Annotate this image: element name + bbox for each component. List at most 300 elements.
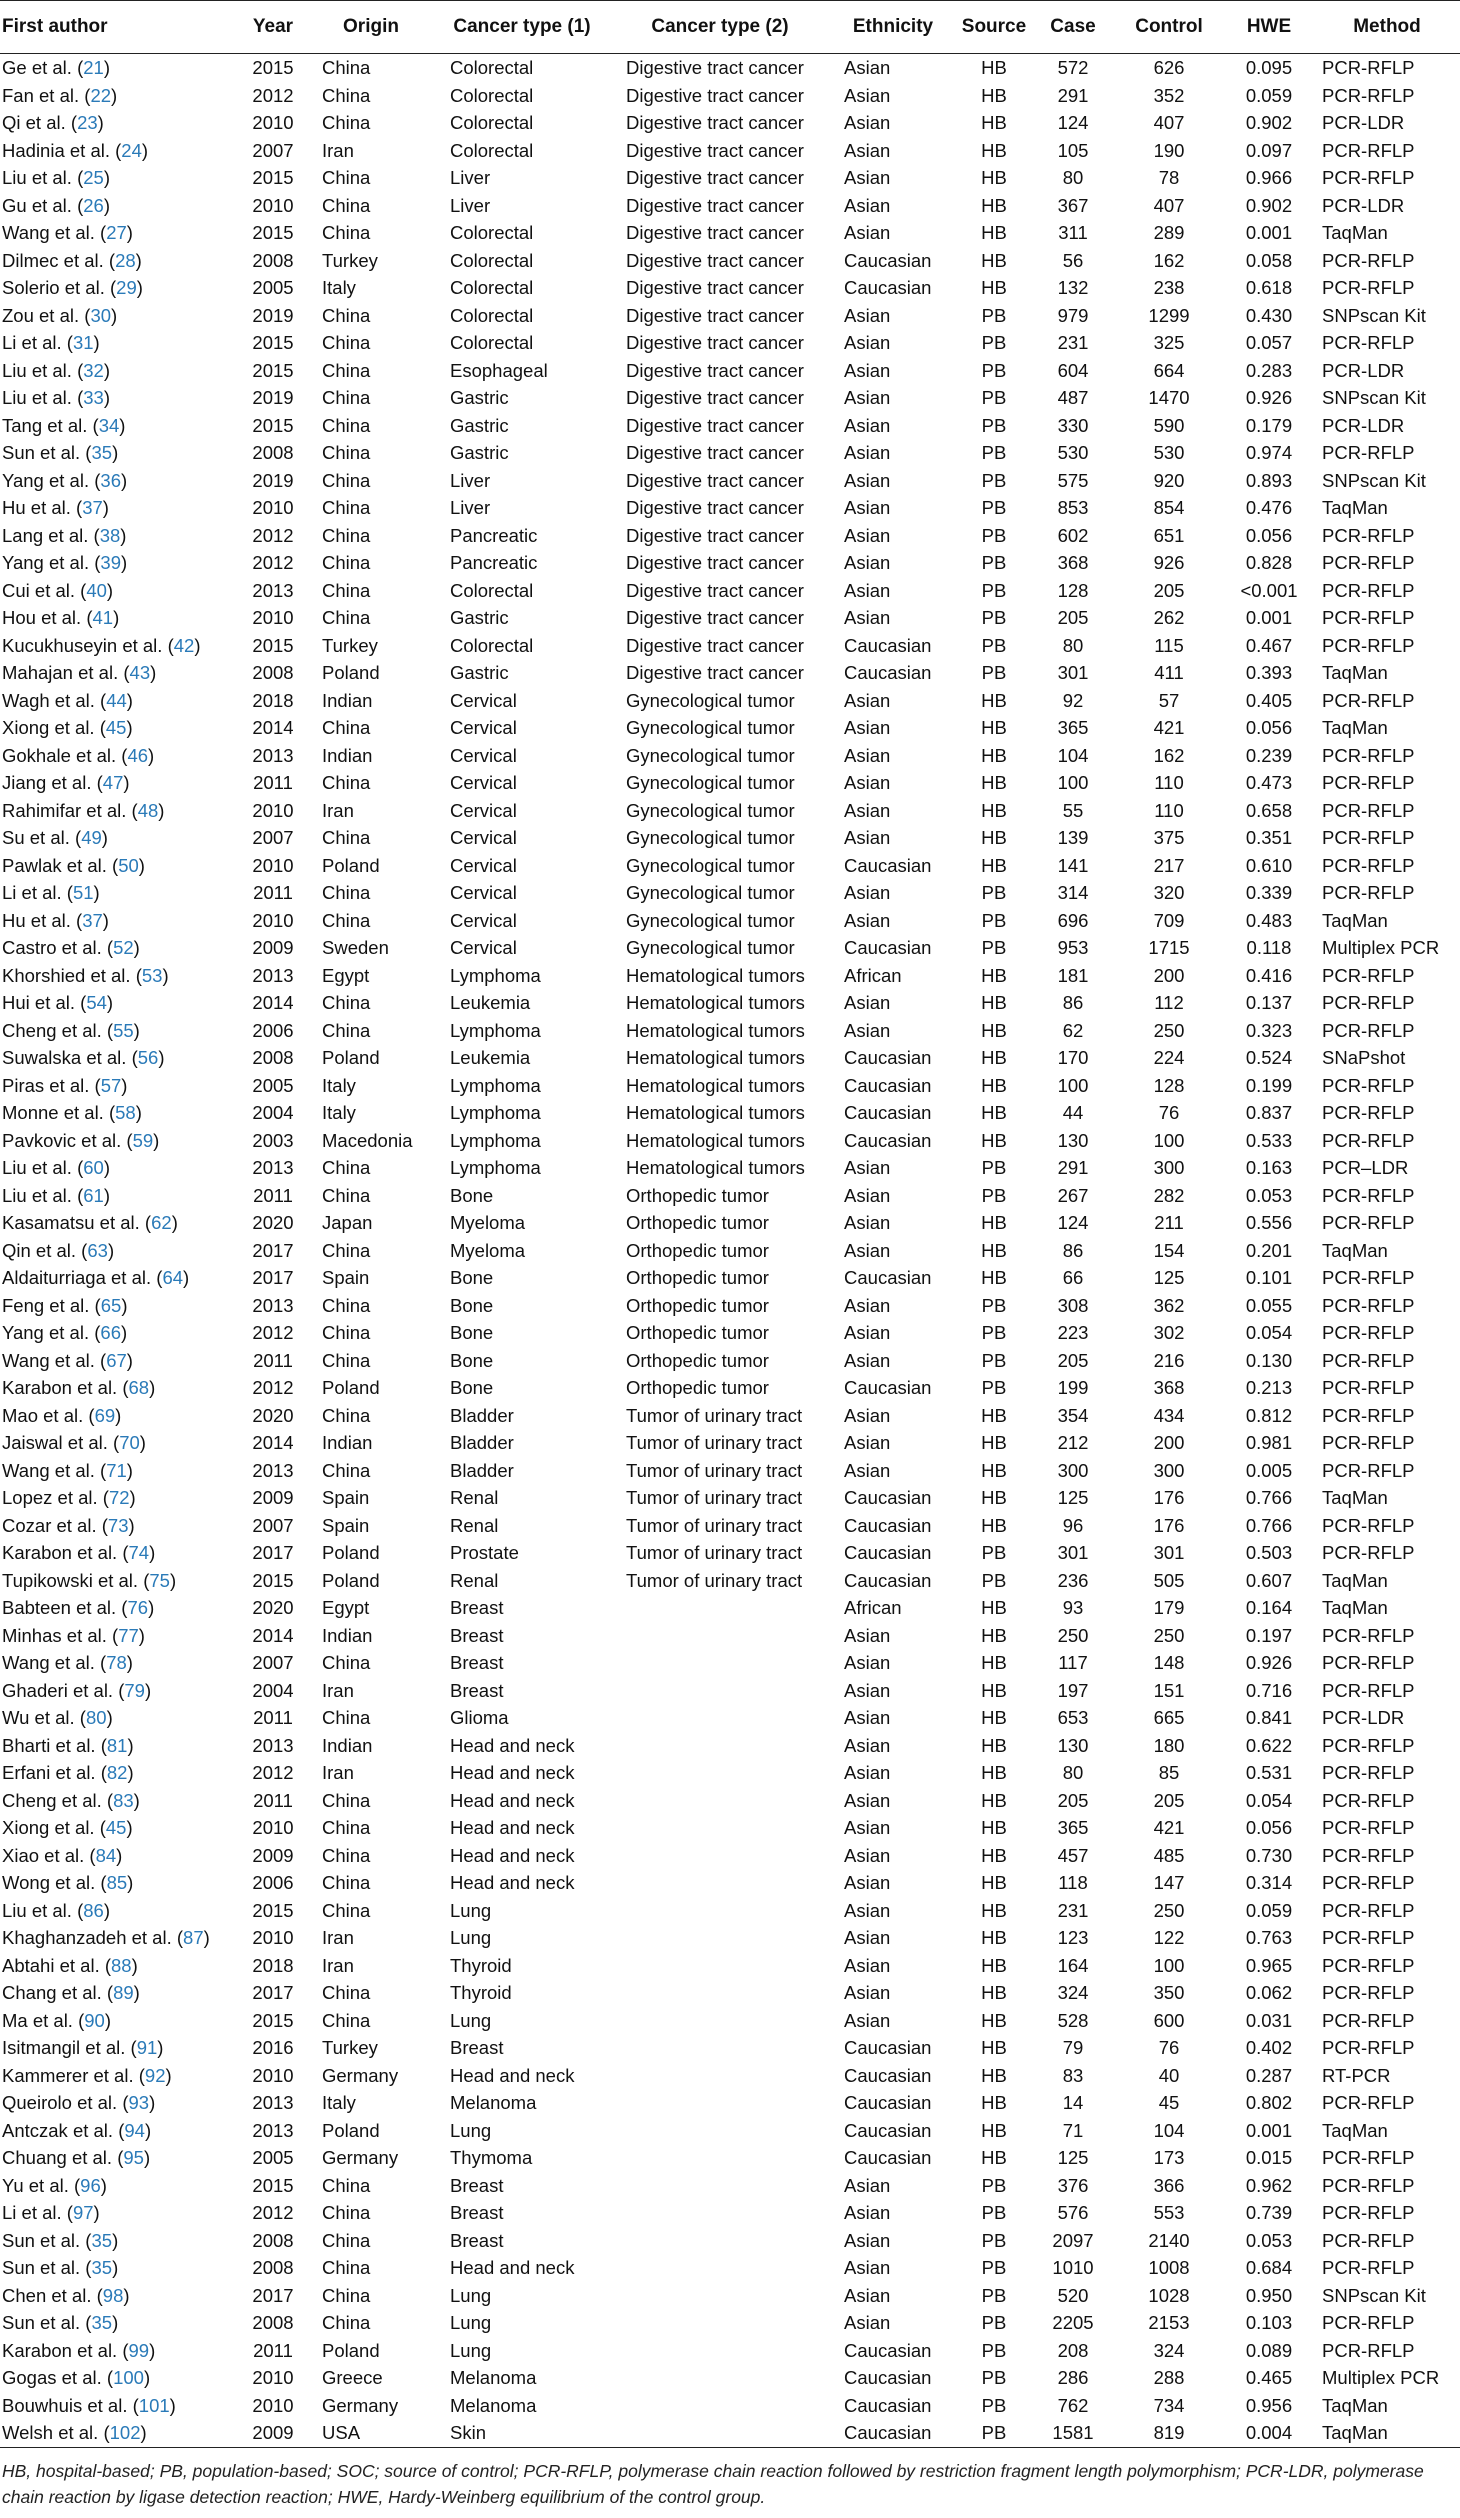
reference-link[interactable]: 69 bbox=[94, 1404, 116, 1426]
cell-cancer-type-1: Gastric bbox=[450, 442, 509, 463]
cell-control: 300 bbox=[1153, 1157, 1185, 1178]
cell-origin: Italy bbox=[322, 1102, 356, 1123]
cell-cancer-type-1: Pancreatic bbox=[450, 524, 538, 546]
cell-method: PCR-RFLP bbox=[1322, 1652, 1415, 1673]
cell-ethnicity: Asian bbox=[844, 1927, 891, 1948]
cell-case: 530 bbox=[1057, 442, 1089, 463]
cell-first-author: Gokhale et al. (46) bbox=[2, 744, 155, 766]
cell-hwe: 0.476 bbox=[1245, 497, 1293, 518]
reference-link[interactable]: 27 bbox=[106, 222, 127, 243]
cell-method: PCR-RFLP bbox=[1322, 1432, 1415, 1453]
cell-cancer-type-2 bbox=[610, 1787, 830, 1815]
reference-link[interactable]: 35 bbox=[91, 2312, 113, 2333]
table-row bbox=[0, 109, 1460, 137]
cell-first-author: Hui et al. (54) bbox=[2, 992, 114, 1013]
cell-cancer-type-1: Myeloma bbox=[450, 1212, 526, 1233]
cell-origin: Spain bbox=[322, 1487, 370, 1508]
cell-ethnicity: Asian bbox=[844, 1679, 891, 1701]
reference-link[interactable]: 70 bbox=[119, 1432, 140, 1453]
cell-cancer-type-2: Digestive tract cancer bbox=[626, 194, 804, 216]
cell-cancer-type-1: Gastric bbox=[450, 387, 509, 408]
cell-method: TaqMan bbox=[1322, 2119, 1388, 2141]
cell-ethnicity: Caucasian bbox=[844, 1377, 932, 1398]
cell-case: 572 bbox=[1057, 57, 1089, 78]
cell-source: HB bbox=[981, 1432, 1007, 1453]
cell-cancer-type-2 bbox=[610, 2144, 830, 2172]
cell-method: PCR-RFLP bbox=[1322, 689, 1415, 711]
reference-link[interactable]: 35 bbox=[91, 2257, 113, 2278]
cell-cancer-type-2: Tumor of urinary tract bbox=[626, 1432, 803, 1453]
reference-link[interactable]: 64 bbox=[162, 1267, 184, 1288]
cell-origin: Italy bbox=[322, 277, 356, 298]
cell-source: HB bbox=[981, 1927, 1007, 1948]
cell-hwe: 0.902 bbox=[1245, 194, 1293, 216]
cell-hwe: 0.622 bbox=[1245, 1734, 1293, 1756]
cell-hwe: 0.239 bbox=[1245, 744, 1293, 766]
table-row bbox=[0, 1099, 1460, 1127]
reference-link[interactable]: 26 bbox=[83, 194, 104, 216]
reference-link[interactable]: 87 bbox=[183, 1927, 204, 1948]
cell-method: PCR-RFLP bbox=[1322, 1542, 1415, 1563]
reference-link[interactable]: 71 bbox=[106, 1459, 127, 1481]
cell-cancer-type-2: Hematological tumors bbox=[626, 1157, 805, 1178]
reference-link[interactable]: 81 bbox=[106, 1734, 128, 1756]
cell-cancer-type-1: Bone bbox=[450, 1294, 494, 1316]
reference-link[interactable]: 22 bbox=[90, 84, 112, 106]
cell-cancer-type-2: Digestive tract cancer bbox=[626, 112, 804, 133]
cell-source: HB bbox=[981, 689, 1007, 711]
cell-first-author: Yang et al. (39) bbox=[2, 552, 128, 573]
cell-year: 2007 bbox=[252, 827, 294, 848]
reference-link[interactable]: 58 bbox=[115, 1102, 136, 1123]
reference-link[interactable]: 32 bbox=[83, 359, 104, 381]
cell-hwe: 0.001 bbox=[1245, 607, 1293, 628]
cell-ethnicity: Asian bbox=[844, 1432, 891, 1453]
cell-source: HB bbox=[981, 1129, 1007, 1151]
cell-method: PCR-RFLP bbox=[1322, 799, 1415, 821]
cell-ethnicity: Asian bbox=[844, 1624, 891, 1646]
cell-control: 162 bbox=[1153, 744, 1185, 766]
reference-link[interactable]: 61 bbox=[83, 1184, 104, 1206]
header-cancer-type-1: Cancer type (1) bbox=[434, 1, 610, 54]
cell-case: 79 bbox=[1062, 2037, 1084, 2058]
author-name: Kucukhuseyin et al. bbox=[2, 634, 163, 656]
cell-cancer-type-1: Leukemia bbox=[450, 992, 531, 1013]
cell-hwe: 0.405 bbox=[1245, 689, 1293, 711]
reference-link[interactable]: 59 bbox=[132, 1129, 154, 1151]
cell-cancer-type-2: Gynecological tumor bbox=[626, 937, 795, 958]
cell-year: 2003 bbox=[252, 1129, 294, 1151]
reference-link[interactable]: 94 bbox=[124, 2119, 145, 2141]
cell-source: PB bbox=[981, 1349, 1007, 1371]
reference-link[interactable]: 84 bbox=[95, 1844, 117, 1866]
reference-link[interactable]: 24 bbox=[121, 139, 142, 161]
cell-cancer-type-2: Digestive tract cancer bbox=[626, 222, 804, 243]
cell-cancer-type-1: Pancreatic bbox=[450, 552, 538, 573]
reference-link[interactable]: 35 bbox=[91, 442, 113, 463]
cell-control: 375 bbox=[1153, 827, 1185, 848]
table-row bbox=[0, 164, 1460, 192]
author-name: Li et al. bbox=[2, 882, 62, 903]
cell-cancer-type-2: Gynecological tumor bbox=[626, 717, 795, 738]
reference-link[interactable]: 100 bbox=[113, 2367, 144, 2388]
cell-cancer-type-2: Tumor of urinary tract bbox=[626, 1487, 803, 1508]
cell-source: HB bbox=[981, 1019, 1007, 1041]
reference-link[interactable]: 45 bbox=[105, 1817, 127, 1838]
reference-link[interactable]: 91 bbox=[136, 2037, 158, 2058]
table-row bbox=[0, 1044, 1460, 1072]
author-name: Liu et al. bbox=[2, 167, 72, 188]
cell-method: Multiplex PCR bbox=[1322, 937, 1440, 958]
cell-control: 224 bbox=[1153, 1047, 1185, 1068]
cell-first-author: Pavkovic et al. (59) bbox=[2, 1129, 160, 1151]
author-name: Pawlak et al. bbox=[2, 854, 107, 876]
cell-hwe: 0.055 bbox=[1245, 1294, 1293, 1316]
reference-link[interactable]: 101 bbox=[138, 2394, 170, 2416]
cell-origin: Iran bbox=[322, 1954, 354, 1976]
table-row bbox=[0, 1539, 1460, 1567]
cell-source: PB bbox=[981, 634, 1007, 656]
reference-link[interactable]: 45 bbox=[105, 717, 127, 738]
cell-origin: Iran bbox=[322, 799, 354, 821]
cell-control: 362 bbox=[1153, 1294, 1185, 1316]
cell-hwe: 0.351 bbox=[1245, 827, 1293, 848]
cell-cancer-type-2: Hematological tumors bbox=[626, 1047, 805, 1068]
reference-link[interactable]: 98 bbox=[102, 2284, 124, 2306]
cell-case: 653 bbox=[1057, 1707, 1089, 1728]
cell-first-author: Zou et al. (30) bbox=[2, 304, 118, 326]
table-row bbox=[0, 2337, 1460, 2365]
cell-year: 2010 bbox=[252, 112, 294, 133]
reference-link[interactable]: 51 bbox=[72, 882, 94, 903]
reference-link[interactable]: 54 bbox=[86, 992, 107, 1013]
reference-link[interactable]: 60 bbox=[83, 1157, 104, 1178]
author-name: Dilmec et al. bbox=[2, 249, 104, 271]
cell-case: 164 bbox=[1057, 1954, 1089, 1976]
cell-method: PCR-RFLP bbox=[1322, 1404, 1415, 1426]
cell-hwe: 0.001 bbox=[1245, 222, 1293, 243]
cell-origin: China bbox=[322, 84, 371, 106]
cell-cancer-type-1: Glioma bbox=[450, 1707, 509, 1728]
reference-link[interactable]: 46 bbox=[127, 744, 149, 766]
cell-cancer-type-2: Digestive tract cancer bbox=[626, 414, 804, 436]
cell-ethnicity: Asian bbox=[844, 909, 891, 931]
reference-link[interactable]: 23 bbox=[77, 112, 98, 133]
reference-link[interactable]: 99 bbox=[128, 2339, 150, 2361]
reference-link[interactable]: 96 bbox=[80, 2174, 101, 2196]
reference-link[interactable]: 47 bbox=[102, 772, 124, 793]
cell-first-author: Isitmangil et al. (91) bbox=[2, 2037, 164, 2058]
reference-link[interactable]: 25 bbox=[83, 167, 104, 188]
cell-method: PCR-RFLP bbox=[1322, 277, 1415, 298]
cell-year: 2013 bbox=[252, 964, 294, 986]
cell-ethnicity: Asian bbox=[844, 992, 891, 1013]
reference-link[interactable]: 79 bbox=[124, 1679, 145, 1701]
cell-source: HB bbox=[981, 1734, 1007, 1756]
author-name: Sun et al. bbox=[2, 2257, 81, 2278]
reference-link[interactable]: 82 bbox=[106, 1762, 128, 1783]
cell-control: 600 bbox=[1153, 2009, 1185, 2031]
reference-link[interactable]: 36 bbox=[100, 469, 121, 491]
cell-control: 320 bbox=[1153, 882, 1185, 903]
cell-control: 289 bbox=[1153, 222, 1185, 243]
cell-cancer-type-1: Breast bbox=[450, 1597, 504, 1618]
cell-year: 2017 bbox=[252, 1982, 294, 2003]
cell-origin: Indian bbox=[322, 1624, 373, 1646]
cell-year: 2011 bbox=[253, 1184, 293, 1206]
reference-link[interactable]: 55 bbox=[113, 1019, 134, 1041]
cell-method: TaqMan bbox=[1322, 222, 1388, 243]
reference-link[interactable]: 35 bbox=[91, 2229, 113, 2251]
cell-source: HB bbox=[981, 57, 1007, 78]
table-row bbox=[0, 494, 1460, 522]
cell-cancer-type-1: Cervical bbox=[450, 827, 517, 848]
cell-first-author: Dilmec et al. (28) bbox=[2, 249, 142, 271]
reference-link[interactable]: 44 bbox=[106, 689, 127, 711]
cell-cancer-type-1: Cervical bbox=[450, 744, 517, 766]
cell-cancer-type-2: Gynecological tumor bbox=[626, 909, 795, 931]
cell-ethnicity: Asian bbox=[844, 84, 891, 106]
cell-method: TaqMan bbox=[1322, 497, 1388, 518]
cell-ethnicity: Caucasian bbox=[844, 2339, 932, 2361]
reference-link[interactable]: 48 bbox=[137, 799, 159, 821]
reference-link[interactable]: 80 bbox=[85, 1707, 107, 1728]
cell-ethnicity: Caucasian bbox=[844, 1514, 932, 1536]
cell-method: PCR-RFLP bbox=[1322, 964, 1415, 986]
cell-control: 1299 bbox=[1148, 304, 1190, 326]
reference-link[interactable]: 67 bbox=[106, 1349, 127, 1371]
cell-cancer-type-2 bbox=[610, 1924, 830, 1952]
table-header-row bbox=[0, 1, 1460, 54]
cell-year: 2011 bbox=[253, 882, 293, 903]
cell-year: 2013 bbox=[252, 1294, 294, 1316]
reference-link[interactable]: 74 bbox=[128, 1542, 150, 1563]
cell-case: 86 bbox=[1062, 1239, 1084, 1261]
cell-case: 2205 bbox=[1052, 2312, 1094, 2333]
reference-link[interactable]: 41 bbox=[92, 607, 114, 628]
reference-link[interactable]: 53 bbox=[141, 964, 163, 986]
cell-first-author: Feng et al. (65) bbox=[2, 1294, 128, 1316]
cell-case: 205 bbox=[1057, 607, 1089, 628]
table-row bbox=[0, 962, 1460, 990]
cell-method: PCR-RFLP bbox=[1322, 2092, 1415, 2113]
cell-year: 2015 bbox=[252, 57, 294, 78]
cell-origin: Poland bbox=[322, 1569, 380, 1591]
cell-control: 100 bbox=[1153, 1129, 1185, 1151]
cell-ethnicity: Caucasian bbox=[844, 2394, 932, 2416]
cell-first-author: Liu et al. (86) bbox=[2, 1899, 110, 1921]
reference-link[interactable]: 39 bbox=[100, 552, 121, 573]
reference-link[interactable]: 42 bbox=[173, 634, 195, 656]
cell-source: PB bbox=[981, 2312, 1007, 2333]
cell-method: TaqMan bbox=[1322, 717, 1388, 738]
reference-link[interactable]: 85 bbox=[106, 1872, 128, 1893]
reference-link[interactable]: 65 bbox=[100, 1294, 122, 1316]
cell-hwe: 0.966 bbox=[1245, 167, 1293, 188]
cell-origin: Turkey bbox=[322, 2037, 378, 2058]
reference-link[interactable]: 49 bbox=[81, 827, 102, 848]
cell-hwe: 0.314 bbox=[1245, 1872, 1293, 1893]
cell-method: SNaPshot bbox=[1322, 1047, 1406, 1068]
cell-case: 236 bbox=[1057, 1569, 1089, 1591]
reference-link[interactable]: 29 bbox=[116, 277, 137, 298]
cell-origin: China bbox=[322, 2009, 371, 2031]
cell-control: 76 bbox=[1158, 1102, 1180, 1123]
cell-control: 238 bbox=[1153, 277, 1185, 298]
author-name: Ma et al. bbox=[2, 2009, 73, 2031]
reference-link[interactable]: 30 bbox=[90, 304, 112, 326]
author-name: Sun et al. bbox=[2, 442, 81, 463]
cell-cancer-type-1: Colorectal bbox=[450, 304, 534, 326]
cell-case: 575 bbox=[1057, 469, 1089, 491]
reference-link[interactable]: 90 bbox=[84, 2009, 105, 2031]
reference-link[interactable]: 63 bbox=[87, 1239, 108, 1261]
cell-hwe: 0.004 bbox=[1224, 2419, 1314, 2447]
cell-method: PCR-RFLP bbox=[1322, 827, 1415, 848]
reference-link[interactable]: 86 bbox=[83, 1899, 104, 1921]
reference-link[interactable]: 68 bbox=[128, 1377, 150, 1398]
cell-first-author: Ghaderi et al. (79) bbox=[2, 1679, 152, 1701]
cell-year: 2012 bbox=[252, 524, 294, 546]
reference-link[interactable]: 95 bbox=[123, 2147, 144, 2168]
cell-control: 854 bbox=[1153, 497, 1185, 518]
cell-ethnicity: Caucasian bbox=[844, 1542, 932, 1563]
cell-year: 2012 bbox=[252, 1322, 294, 1343]
cell-ethnicity: Caucasian bbox=[844, 2119, 932, 2141]
reference-link[interactable]: 73 bbox=[107, 1514, 129, 1536]
reference-link[interactable]: 33 bbox=[83, 387, 104, 408]
cell-cancer-type-1: Cervical bbox=[450, 772, 517, 793]
author-name: Jaiswal et al. bbox=[2, 1432, 108, 1453]
cell-method: PCR-RFLP bbox=[1322, 57, 1415, 78]
cell-cancer-type-1: Head and neck bbox=[450, 1844, 575, 1866]
reference-link[interactable]: 28 bbox=[115, 249, 136, 271]
cell-hwe: 0.179 bbox=[1245, 414, 1293, 436]
cell-cancer-type-2: Tumor of urinary tract bbox=[626, 1404, 803, 1426]
author-name: Yang et al. bbox=[2, 1322, 90, 1343]
author-name: Hu et al. bbox=[2, 909, 71, 931]
cell-ethnicity: Asian bbox=[844, 1212, 891, 1233]
reference-link[interactable]: 88 bbox=[111, 1954, 132, 1976]
reference-link[interactable]: 40 bbox=[86, 579, 107, 601]
table-row bbox=[0, 2199, 1460, 2227]
cell-case: 953 bbox=[1057, 937, 1089, 958]
cell-hwe: 0.974 bbox=[1245, 442, 1293, 463]
reference-link[interactable]: 38 bbox=[99, 524, 121, 546]
author-name: Hou et al. bbox=[2, 607, 82, 628]
reference-link[interactable]: 57 bbox=[100, 1074, 122, 1096]
reference-link[interactable]: 76 bbox=[127, 1597, 149, 1618]
author-name: Qi et al. bbox=[2, 112, 66, 133]
cell-source: HB bbox=[981, 744, 1007, 766]
table-row bbox=[0, 274, 1460, 302]
cell-case: 368 bbox=[1057, 552, 1089, 573]
cell-control: 421 bbox=[1153, 1817, 1185, 1838]
cell-year: 2015 bbox=[252, 2174, 294, 2196]
cell-source: HB bbox=[981, 1074, 1007, 1096]
cell-source: PB bbox=[981, 1542, 1007, 1563]
cell-year: 2008 bbox=[252, 2312, 294, 2333]
author-name: Sun et al. bbox=[2, 2229, 81, 2251]
cell-hwe: 0.812 bbox=[1245, 1404, 1293, 1426]
reference-link[interactable]: 83 bbox=[113, 1789, 134, 1811]
reference-link[interactable]: 50 bbox=[118, 854, 139, 876]
reference-link[interactable]: 102 bbox=[109, 2422, 141, 2443]
cell-year: 2020 bbox=[252, 1404, 294, 1426]
cell-cancer-type-1: Lymphoma bbox=[450, 1157, 541, 1178]
reference-link[interactable]: 97 bbox=[72, 2202, 94, 2223]
cell-case: 80 bbox=[1062, 1762, 1084, 1783]
cell-cancer-type-2 bbox=[610, 1979, 830, 2007]
cell-year: 2004 bbox=[252, 1102, 294, 1123]
reference-link[interactable]: 21 bbox=[83, 57, 104, 78]
cell-cancer-type-1: Thymoma bbox=[450, 2147, 533, 2168]
reference-link[interactable]: 62 bbox=[151, 1212, 172, 1233]
table-row bbox=[0, 1677, 1460, 1705]
cell-cancer-type-2: Digestive tract cancer bbox=[626, 497, 804, 518]
cell-control: 128 bbox=[1153, 1074, 1185, 1096]
table-footnote: HB, hospital-based; PB, population-based; SOC; source of control; PCR-RFLP, polymerase chain reaction followed by restriction fragment length polymorphism; PCR-LDR, polymerase chain reaction by ligase detection reaction; HWE, Hardy-Weinberg equilibrium of the control group. bbox=[2, 2460, 1424, 2507]
cell-cancer-type-2: Digestive tract cancer bbox=[626, 57, 804, 78]
cell-method: PCR-RFLP bbox=[1322, 2229, 1415, 2251]
cell-origin: Indian bbox=[322, 1734, 373, 1756]
table-row bbox=[0, 1512, 1460, 1540]
table-row bbox=[0, 2172, 1460, 2200]
cell-year: 2010 bbox=[252, 2394, 294, 2416]
reference-link[interactable]: 92 bbox=[144, 2064, 166, 2086]
cell-origin: China bbox=[322, 1844, 371, 1866]
cell-year: 2019 bbox=[252, 469, 294, 491]
cell-cancer-type-2: Tumor of urinary tract bbox=[626, 1569, 803, 1591]
cell-hwe: 0.766 bbox=[1245, 1487, 1293, 1508]
cell-origin: China bbox=[322, 1294, 371, 1316]
reference-link[interactable]: 66 bbox=[100, 1322, 121, 1343]
reference-link[interactable]: 89 bbox=[113, 1982, 134, 2003]
reference-link[interactable]: 52 bbox=[113, 937, 134, 958]
cell-cancer-type-1: Head and neck bbox=[450, 2257, 575, 2278]
cell-first-author: Xiong et al. (45) bbox=[2, 1817, 133, 1838]
reference-link[interactable]: 72 bbox=[108, 1487, 130, 1508]
cell-ethnicity: Asian bbox=[844, 414, 891, 436]
cell-ethnicity: Caucasian bbox=[844, 634, 932, 656]
cell-hwe: 0.056 bbox=[1245, 1817, 1293, 1838]
reference-link[interactable]: 78 bbox=[106, 1652, 127, 1673]
cell-method: PCR-RFLP bbox=[1322, 1982, 1415, 2003]
reference-link[interactable]: 31 bbox=[72, 332, 94, 353]
reference-link[interactable]: 93 bbox=[128, 2092, 150, 2113]
cell-control: 324 bbox=[1153, 2339, 1185, 2361]
table-row bbox=[0, 1704, 1460, 1732]
cell-cancer-type-1: Breast bbox=[450, 2037, 504, 2058]
cell-origin: China bbox=[322, 909, 371, 931]
cell-hwe: 0.926 bbox=[1245, 1652, 1293, 1673]
author-name: Wong et al. bbox=[2, 1872, 96, 1893]
reference-link[interactable]: 37 bbox=[82, 909, 103, 931]
cell-ethnicity: Asian bbox=[844, 1157, 891, 1178]
reference-link[interactable]: 75 bbox=[149, 1569, 170, 1591]
table-row bbox=[0, 137, 1460, 165]
reference-link[interactable]: 77 bbox=[118, 1624, 139, 1646]
cell-year: 2015 bbox=[252, 634, 294, 656]
cell-hwe: <0.001 bbox=[1240, 579, 1298, 601]
reference-link[interactable]: 43 bbox=[129, 662, 151, 683]
cell-hwe: 0.101 bbox=[1245, 1267, 1293, 1288]
cell-year: 2014 bbox=[252, 717, 294, 738]
reference-link[interactable]: 37 bbox=[82, 497, 103, 518]
reference-link[interactable]: 34 bbox=[98, 414, 120, 436]
table-row bbox=[0, 1457, 1460, 1485]
reference-link[interactable]: 56 bbox=[137, 1047, 159, 1068]
